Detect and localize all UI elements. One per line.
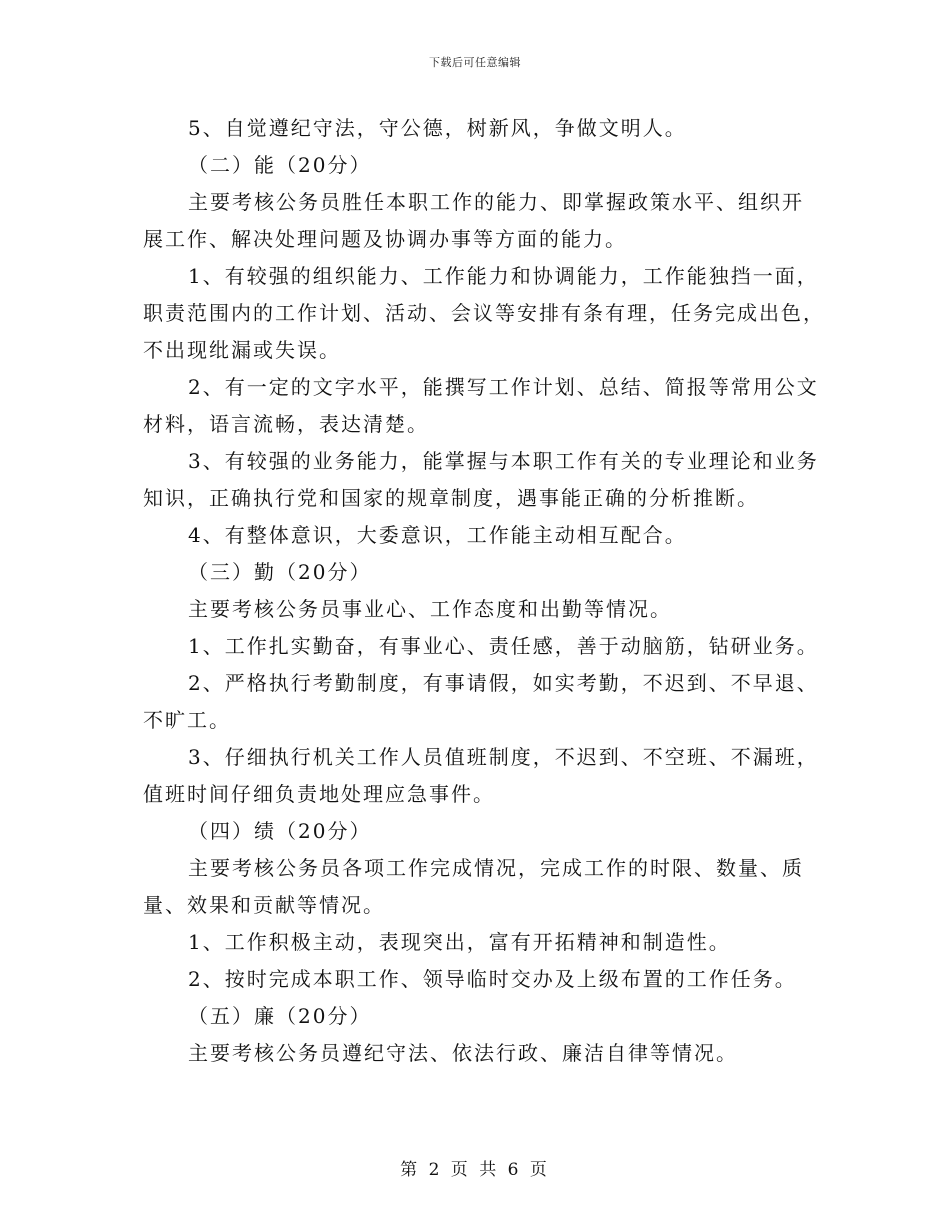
list-item: 2、按时完成本职工作、领导临时交办及上级布置的工作任务。 xyxy=(188,967,797,991)
paragraph-line: 职责范围内的工作计划、活动、会议等安排有条有理，任务完成出色， xyxy=(143,301,825,325)
page-header: 下载后可任意编辑 xyxy=(429,56,521,69)
paragraph-line: 不出现纰漏或失误。 xyxy=(143,338,341,362)
paragraph-line: 材料，语言流畅，表达清楚。 xyxy=(143,412,429,436)
paragraph-line: 知识，正确执行党和国家的规章制度，遇事能正确的分析推断。 xyxy=(143,486,759,510)
list-item: 1、工作扎实勤奋，有事业心、责任感，善于动脑筋，钻研业务。 xyxy=(188,634,819,658)
section-heading: （三）勤（20分） xyxy=(188,560,372,584)
paragraph-line: 主要考核公务员事业心、工作态度和出勤等情况。 xyxy=(188,597,672,621)
list-item: 3、有较强的业务能力，能掌握与本职工作有关的专业理论和业务 xyxy=(188,449,819,473)
paragraph-line: 值班时间仔细负责地处理应急事件。 xyxy=(143,782,495,806)
section-heading: （二）能（20分） xyxy=(188,153,372,177)
list-item: 1、工作积极主动，表现突出，富有开拓精神和制造性。 xyxy=(188,930,731,954)
paragraph-line: 主要考核公务员遵纪守法、依法行政、廉洁自律等情况。 xyxy=(188,1041,738,1065)
paragraph-line: 展工作、解决处理问题及协调办事等方面的能力。 xyxy=(143,227,627,251)
document-body xyxy=(143,110,825,1072)
page-number: 第 2 页 共 6 页 xyxy=(400,1160,550,1180)
list-item: 5、自觉遵纪守法，守公德，树新风，争做文明人。 xyxy=(188,116,687,140)
list-item: 2、有一定的文字水平，能撰写工作计划、总结、简报等常用公文 xyxy=(188,375,819,399)
section-heading: （五）廉（20分） xyxy=(188,1004,372,1028)
list-item: 1、有较强的组织能力、工作能力和协调能力，工作能独挡一面， xyxy=(188,264,819,288)
paragraph-line: 量、效果和贡献等情况。 xyxy=(143,893,385,917)
paragraph-line: 主要考核公务员胜任本职工作的能力、即掌握政策水平、组织开 xyxy=(188,190,804,214)
list-item: 3、仔细执行机关工作人员值班制度，不迟到、不空班、不漏班， xyxy=(188,745,819,769)
list-item: 2、严格执行考勤制度，有事请假，如实考勤，不迟到、不早退、 xyxy=(188,671,819,695)
list-item: 4、有整体意识，大委意识，工作能主动相互配合。 xyxy=(188,523,687,547)
paragraph-line: 不旷工。 xyxy=(143,708,231,732)
section-heading: （四）绩（20分） xyxy=(188,819,372,843)
paragraph-line: 主要考核公务员各项工作完成情况，完成工作的时限、数量、质 xyxy=(188,856,804,880)
